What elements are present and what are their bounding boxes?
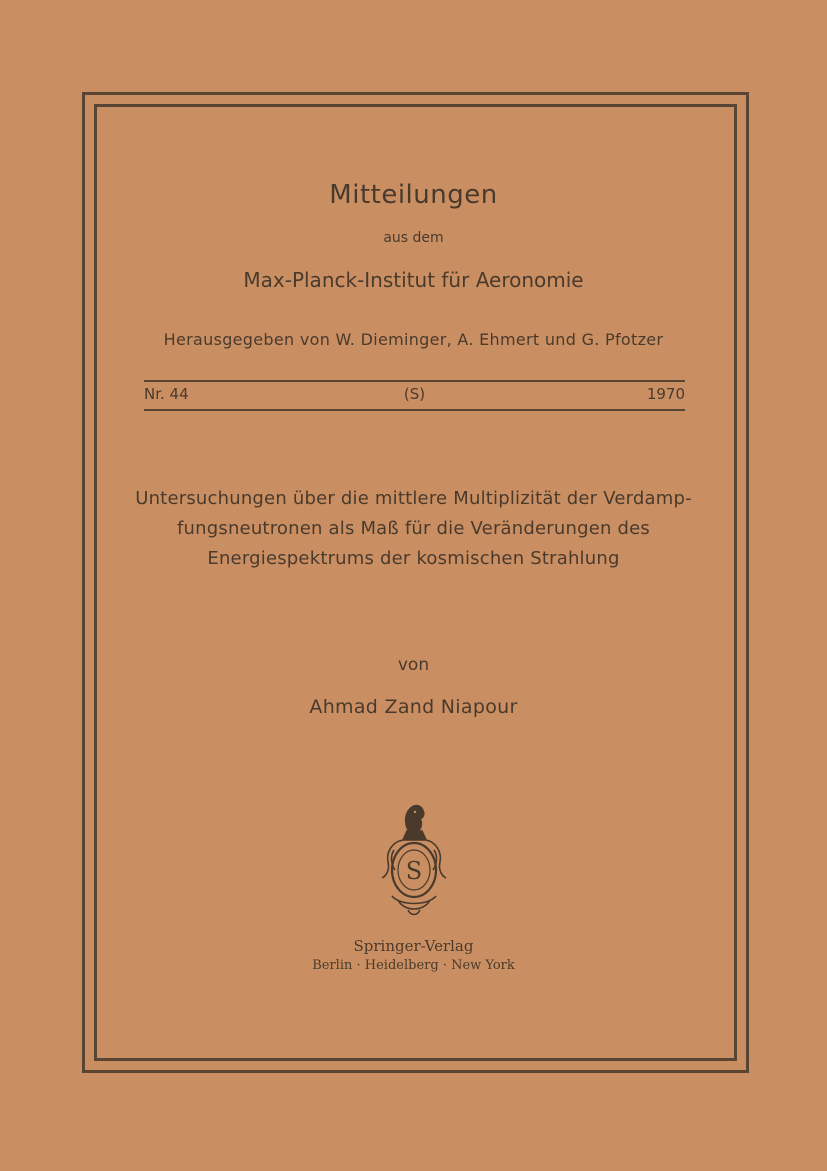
issue-row xyxy=(144,385,685,407)
aus-dem-text: aus dem xyxy=(383,230,444,246)
series-title: Mitteilungen xyxy=(329,180,498,210)
institute-name: Max-Planck-Institut für Aeronomie xyxy=(243,268,584,292)
publisher-places: Berlin · Heidelberg · New York xyxy=(312,958,515,973)
springer-knight-logo-icon xyxy=(378,800,450,924)
author-name: Ahmad Zand Niapour xyxy=(309,696,518,718)
issue-number: Nr. 44 xyxy=(144,385,189,403)
publisher-name: Springer-Verlag xyxy=(353,937,474,955)
logo-letter: S xyxy=(405,857,423,885)
von-text: von xyxy=(397,655,430,675)
issue-series-mark: (S) xyxy=(403,385,426,403)
work-title-line: Untersuchungen über die mittlere Multiplizität der Verdamp- xyxy=(135,488,692,509)
issue-rule-top xyxy=(144,380,685,382)
issue-year: 1970 xyxy=(646,385,685,403)
work-title-line: fungsneutronen als Maß für die Veränderungen des xyxy=(176,518,651,539)
work-title xyxy=(0,484,827,574)
editors-line: Herausgegeben von W. Dieminger, A. Ehmert und G. Pfotzer xyxy=(163,330,664,349)
work-title-line: Energiespektrums der kosmischen Strahlung xyxy=(207,548,620,569)
issue-rule-bottom xyxy=(144,409,685,411)
